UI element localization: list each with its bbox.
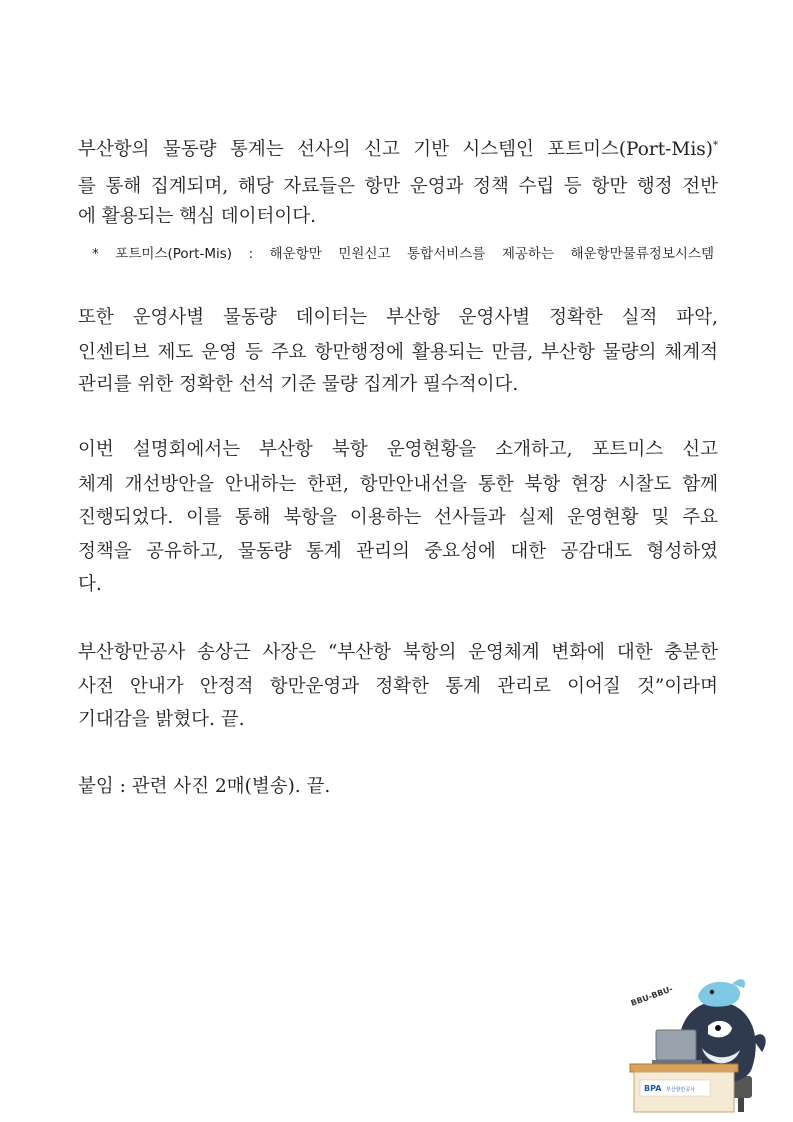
paragraph-2-line-2: 인센티브 제도 운영 등 주요 항만행정에 활용되는 만큼, 부산항 물량의 체계적	[78, 342, 718, 363]
paragraph-1-line-2: 를 통해 집계되며, 해당 자료들은 항만 운영과 정책 수립 등 항만 행정 전반	[78, 176, 718, 197]
paragraph-2-line-3: 관리를 위한 정확한 선석 기준 물량 집계가 필수적이다.	[78, 374, 519, 395]
footnote: * 포트미스(Port-Mis) : 해운항만 민원신고 통합서비스를 제공하는 해운항만물류정보시스템	[92, 246, 714, 262]
paragraph-3-line-4: 정책을 공유하고, 물동량 통계 관리의 중요성에 대한 공감대도 형성하였	[78, 541, 718, 562]
paragraph-1-line-3: 에 활용되는 핵심 데이터이다.	[78, 206, 316, 227]
paragraph-4-line-1: 부산항만공사 송상근 사장은 “부산항 북항의 운영체계 변화에 대한 충분한	[78, 642, 718, 663]
bpa-logo: BPA	[644, 1084, 662, 1093]
paragraph-4-line-3: 기대감을 밝혔다. 끝.	[78, 709, 245, 730]
paragraph-3-line-2: 체계 개선방안을 안내하는 한편, 항만안내선을 통한 북항 현장 시찰도 함께	[78, 474, 718, 495]
paragraph-3-line-3: 진행되었다. 이를 통해 북항을 이용하는 선사들과 실제 운영현황 및 주요	[78, 507, 718, 528]
paragraph-3-line-1: 이번 설명회에서는 부산항 북항 운영현황을 소개하고, 포트미스 신고	[78, 439, 718, 460]
attachment-note: 붙임 : 관련 사진 2매(별송). 끝.	[78, 776, 331, 797]
laptop-icon	[656, 1030, 696, 1060]
bpa-logo-sub: 부산항만공사	[666, 1087, 695, 1093]
small-whale-icon	[698, 982, 740, 1007]
paragraph-3-line-5: 다.	[78, 574, 102, 595]
paragraph-2-line-1: 또한 운영사별 물동량 데이터는 부산항 운영사별 정확한 실적 파악,	[78, 307, 718, 328]
paragraph-4-line-2: 사전 안내가 안정적 항만운영과 정확한 통계 관리로 이어질 것”이라며	[78, 676, 718, 697]
footnote-marker: *	[713, 139, 718, 151]
paragraph-1-line-1: 부산항의 물동량 통계는 선사의 신고 기반 시스템인 포트미스(Port-Mis)*	[78, 139, 718, 160]
bpa-mascot-illustration	[612, 968, 772, 1118]
desk-icon	[630, 1064, 738, 1072]
speech-text: BBU-BBU-	[629, 984, 675, 1008]
